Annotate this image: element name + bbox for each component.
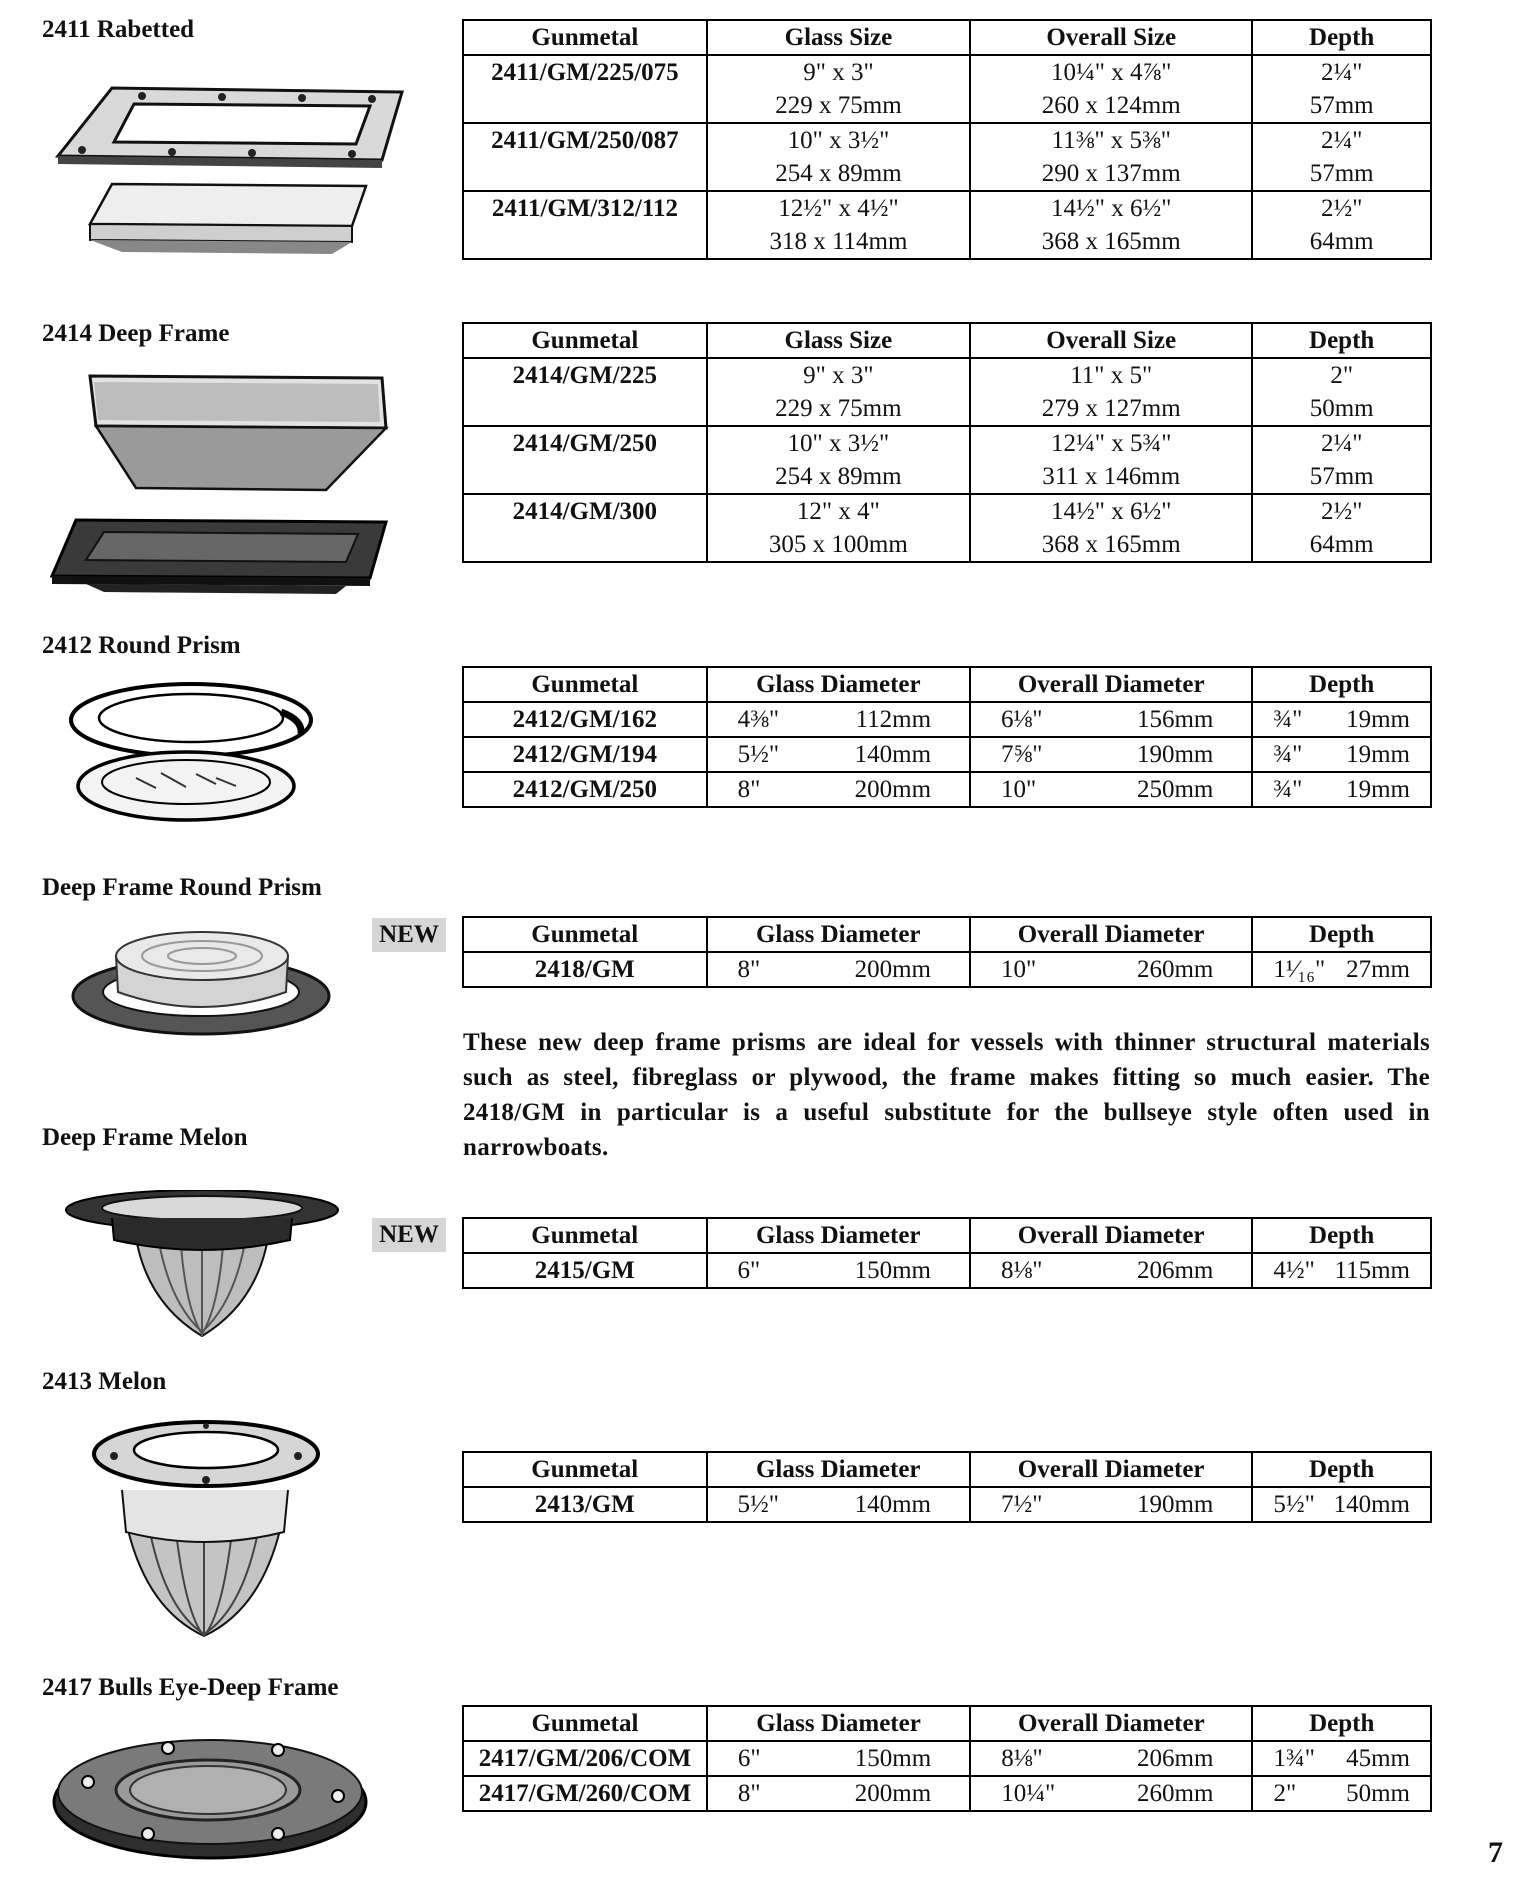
depth-inches: ¾" xyxy=(1273,741,1303,768)
table-row xyxy=(463,123,1431,157)
deep-frame-illustration xyxy=(46,372,396,594)
header-glass-diameter: Glass Diameter xyxy=(707,1452,970,1487)
overall-size-inches: 10¼" x 4⅞" xyxy=(970,55,1252,89)
table-row xyxy=(463,772,1431,807)
product-code: 2411/GM/312/112 xyxy=(463,191,707,225)
depth-inches: 5½" xyxy=(1273,1491,1315,1518)
table-row xyxy=(463,55,1431,89)
section-title-round-prism: 2412 Round Prism xyxy=(42,632,241,659)
depth-inches: 2½" xyxy=(1252,494,1431,528)
product-code: 2414/GM/250 xyxy=(463,426,707,460)
table-row xyxy=(463,89,1431,123)
glass-size-mm: 318 x 114mm xyxy=(707,225,970,259)
page-number: 7 xyxy=(1488,1836,1503,1869)
glass-size-mm: 254 x 89mm xyxy=(707,157,970,191)
depth-inches: ¾" xyxy=(1273,706,1303,733)
glass-size-mm: 229 x 75mm xyxy=(707,392,970,426)
header-depth: Depth xyxy=(1252,917,1431,952)
depth-mm: 45mm xyxy=(1346,1745,1410,1772)
header-overall-size: Overall Size xyxy=(970,20,1252,55)
header-depth: Depth xyxy=(1252,20,1431,55)
header-depth: Depth xyxy=(1252,323,1431,358)
rabetted-spec-table xyxy=(462,19,1432,260)
depth-inches: 1¹⁄₁₆" xyxy=(1273,956,1326,983)
header-gunmetal: Gunmetal xyxy=(463,1218,707,1253)
table-row xyxy=(463,528,1431,562)
overall-diameter-inches: 6⅛" xyxy=(1001,706,1043,733)
section-title-deep-frame: 2414 Deep Frame xyxy=(42,320,230,347)
product-code: 2413/GM xyxy=(463,1487,707,1522)
round-prism-illustration xyxy=(66,678,326,828)
depth-cell xyxy=(1252,952,1431,987)
overall-diameter-mm: 190mm xyxy=(1136,1491,1214,1518)
glass-diameter-inches: 5½" xyxy=(737,1491,779,1518)
glass-diameter-mm: 112mm xyxy=(855,706,932,733)
glass-diameter-mm: 140mm xyxy=(854,1491,931,1518)
bulls-eye-deep-frame-illustration xyxy=(48,1722,374,1868)
overall-diameter-cell xyxy=(970,1487,1252,1522)
glass-diameter-mm: 200mm xyxy=(854,956,931,983)
header-glass-diameter: Glass Diameter xyxy=(707,1706,970,1741)
depth-mm: 19mm xyxy=(1346,776,1410,803)
header-overall-diameter: Overall Diameter xyxy=(970,1218,1252,1253)
table-row xyxy=(463,426,1431,460)
section-title-deep-frame-melon: Deep Frame Melon xyxy=(42,1124,248,1151)
overall-size-inches: 14½" x 6½" xyxy=(970,494,1252,528)
section-title-deep-frame-round-prism: Deep Frame Round Prism xyxy=(42,874,322,901)
overall-diameter-cell xyxy=(970,1741,1252,1776)
section-title-rabetted: 2411 Rabetted xyxy=(42,16,195,43)
glass-size-inches: 12½" x 4½" xyxy=(707,191,970,225)
depth-cell xyxy=(1252,702,1431,737)
header-glass-size: Glass Size xyxy=(707,323,970,358)
header-gunmetal: Gunmetal xyxy=(463,667,707,702)
header-depth: Depth xyxy=(1252,1452,1431,1487)
product-code: 2412/GM/162 xyxy=(463,702,707,737)
depth-mm: 64mm xyxy=(1252,225,1431,259)
product-code: 2412/GM/250 xyxy=(463,772,707,807)
section-title-bulls-eye-deep-frame: 2417 Bulls Eye-Deep Frame xyxy=(42,1674,339,1701)
header-gunmetal: Gunmetal xyxy=(463,917,707,952)
glass-size-inches: 9" x 3" xyxy=(707,55,970,89)
overall-size-mm: 290 x 137mm xyxy=(970,157,1252,191)
table-row xyxy=(463,358,1431,392)
overall-diameter-mm: 260mm xyxy=(1136,956,1214,983)
depth-mm: 50mm xyxy=(1252,392,1431,426)
glass-diameter-cell xyxy=(707,702,970,737)
header-gunmetal: Gunmetal xyxy=(463,1452,707,1487)
glass-diameter-mm: 200mm xyxy=(854,1780,932,1807)
table-row xyxy=(463,737,1431,772)
overall-diameter-cell xyxy=(970,1253,1252,1288)
overall-diameter-inches: 10" xyxy=(1001,776,1037,803)
overall-size-inches: 12¼" x 5¾" xyxy=(970,426,1252,460)
glass-diameter-inches: 6" xyxy=(737,1745,761,1772)
deep-frame-spec-table xyxy=(462,322,1432,563)
overall-diameter-mm: 250mm xyxy=(1136,776,1214,803)
depth-inches: ¾" xyxy=(1273,776,1303,803)
glass-diameter-mm: 150mm xyxy=(854,1745,932,1772)
table-row xyxy=(463,1776,1431,1811)
table-row xyxy=(463,1253,1431,1288)
product-code: 2414/GM/300 xyxy=(463,494,707,528)
deep-frame-melon-spec-table xyxy=(462,1217,1432,1289)
glass-diameter-cell xyxy=(707,1487,970,1522)
overall-size-mm: 279 x 127mm xyxy=(970,392,1252,426)
depth-cell xyxy=(1252,1776,1431,1811)
header-gunmetal: Gunmetal xyxy=(463,20,707,55)
overall-diameter-inches: 7½" xyxy=(1000,1491,1043,1518)
overall-size-inches: 11⅜" x 5⅜" xyxy=(970,123,1252,157)
product-code: 2417/GM/206/COM xyxy=(463,1741,707,1776)
rabetted-frame-illustration xyxy=(52,82,412,254)
table-row xyxy=(463,1741,1431,1776)
overall-diameter-cell xyxy=(970,1776,1252,1811)
product-code: 2418/GM xyxy=(463,952,707,987)
product-code: 2411/GM/250/087 xyxy=(463,123,707,157)
header-depth: Depth xyxy=(1252,1218,1431,1253)
overall-size-mm: 311 x 146mm xyxy=(970,460,1252,494)
header-gunmetal: Gunmetal xyxy=(463,1706,707,1741)
overall-size-mm: 368 x 165mm xyxy=(970,225,1252,259)
header-gunmetal: Gunmetal xyxy=(463,323,707,358)
header-overall-diameter: Overall Diameter xyxy=(970,1706,1252,1741)
overall-diameter-inches: 10¼" xyxy=(1001,1780,1056,1807)
depth-mm: 57mm xyxy=(1252,460,1431,494)
deep-frame-melon-illustration xyxy=(62,1190,342,1340)
table-row xyxy=(463,225,1431,259)
depth-cell xyxy=(1252,1487,1431,1522)
depth-inches: 2¼" xyxy=(1252,123,1431,157)
depth-mm: 115mm xyxy=(1334,1257,1410,1284)
header-glass-diameter: Glass Diameter xyxy=(707,667,970,702)
overall-diameter-mm: 190mm xyxy=(1136,741,1214,768)
overall-diameter-mm: 156mm xyxy=(1136,706,1214,733)
overall-diameter-mm: 206mm xyxy=(1136,1257,1214,1284)
depth-inches: 2" xyxy=(1252,358,1431,392)
table-row xyxy=(463,702,1431,737)
glass-diameter-cell xyxy=(707,1776,970,1811)
table-row xyxy=(463,952,1431,987)
depth-cell xyxy=(1252,772,1431,807)
depth-inches: 2¼" xyxy=(1252,55,1431,89)
table-row xyxy=(463,392,1431,426)
glass-size-mm: 229 x 75mm xyxy=(707,89,970,123)
glass-size-inches: 9" x 3" xyxy=(707,358,970,392)
glass-diameter-mm: 140mm xyxy=(854,741,932,768)
bulls-eye-spec-table xyxy=(462,1705,1432,1812)
depth-cell xyxy=(1252,1253,1431,1288)
overall-diameter-mm: 260mm xyxy=(1137,1780,1214,1807)
glass-size-mm: 305 x 100mm xyxy=(707,528,970,562)
table-row xyxy=(463,157,1431,191)
depth-mm: 19mm xyxy=(1346,741,1410,768)
overall-size-mm: 260 x 124mm xyxy=(970,89,1252,123)
new-badge: NEW xyxy=(372,1218,446,1252)
depth-cell xyxy=(1252,1741,1431,1776)
round-prism-spec-table xyxy=(462,666,1432,808)
header-overall-size: Overall Size xyxy=(970,323,1252,358)
overall-size-inches: 14½" x 6½" xyxy=(970,191,1252,225)
overall-diameter-cell xyxy=(970,702,1252,737)
overall-diameter-inches: 7⅝" xyxy=(1001,741,1043,768)
table-row xyxy=(463,460,1431,494)
overall-diameter-inches: 8⅛" xyxy=(1001,1745,1043,1772)
table-row xyxy=(463,1487,1431,1522)
glass-size-inches: 10" x 3½" xyxy=(707,426,970,460)
deep-frame-description: These new deep frame prisms are ideal for vessels with thinner structural materials such as steel, fibreglass or plywood, the frame makes fitting so much easier. The 2418/GM in particular is a useful substitute for the bullseye style often used in narrowboats. xyxy=(463,1029,1430,1161)
glass-diameter-cell xyxy=(707,1253,970,1288)
new-badge: NEW xyxy=(372,918,446,952)
table-row xyxy=(463,494,1431,528)
melon-illustration xyxy=(88,1420,328,1638)
overall-size-mm: 368 x 165mm xyxy=(970,528,1252,562)
header-glass-size: Glass Size xyxy=(707,20,970,55)
product-code: 2414/GM/225 xyxy=(463,358,707,392)
overall-diameter-cell xyxy=(970,952,1252,987)
glass-size-mm: 254 x 89mm xyxy=(707,460,970,494)
glass-size-inches: 12" x 4" xyxy=(707,494,970,528)
depth-inches: 2½" xyxy=(1252,191,1431,225)
overall-diameter-cell xyxy=(970,737,1252,772)
glass-diameter-cell xyxy=(707,952,970,987)
melon-spec-table xyxy=(462,1451,1432,1523)
overall-diameter-inches: 8⅛" xyxy=(1000,1257,1043,1284)
depth-inches: 4½" xyxy=(1273,1257,1315,1284)
glass-diameter-inches: 4⅜" xyxy=(737,706,780,733)
product-code: 2415/GM xyxy=(463,1253,707,1288)
depth-inches: 1¾" xyxy=(1273,1745,1315,1772)
glass-diameter-mm: 200mm xyxy=(854,776,932,803)
header-depth: Depth xyxy=(1252,667,1431,702)
glass-diameter-inches: 8" xyxy=(737,776,761,803)
depth-cell xyxy=(1252,737,1431,772)
glass-diameter-cell xyxy=(707,737,970,772)
glass-diameter-mm: 150mm xyxy=(854,1257,931,1284)
depth-inches: 2" xyxy=(1273,1780,1297,1807)
glass-diameter-inches: 5½" xyxy=(737,741,780,768)
product-code: 2417/GM/260/COM xyxy=(463,1776,707,1811)
depth-mm: 19mm xyxy=(1346,706,1410,733)
header-overall-diameter: Overall Diameter xyxy=(970,667,1252,702)
glass-diameter-inches: 6" xyxy=(737,1257,761,1284)
glass-diameter-inches: 8" xyxy=(737,956,761,983)
product-code: 2412/GM/194 xyxy=(463,737,707,772)
overall-diameter-cell xyxy=(970,772,1252,807)
depth-mm: 140mm xyxy=(1333,1491,1410,1518)
deep-frame-round-prism-spec-table xyxy=(462,916,1432,988)
glass-diameter-cell xyxy=(707,1741,970,1776)
header-depth: Depth xyxy=(1252,1706,1431,1741)
glass-size-inches: 10" x 3½" xyxy=(707,123,970,157)
deep-frame-round-prism-illustration xyxy=(66,922,336,1042)
header-glass-diameter: Glass Diameter xyxy=(707,1218,970,1253)
header-overall-diameter: Overall Diameter xyxy=(970,917,1252,952)
depth-inches: 2¼" xyxy=(1252,426,1431,460)
product-code: 2411/GM/225/075 xyxy=(463,55,707,89)
overall-size-inches: 11" x 5" xyxy=(970,358,1252,392)
overall-diameter-mm: 206mm xyxy=(1137,1745,1214,1772)
depth-mm: 50mm xyxy=(1346,1780,1410,1807)
overall-diameter-inches: 10" xyxy=(1000,956,1037,983)
table-row xyxy=(463,191,1431,225)
depth-mm: 64mm xyxy=(1252,528,1431,562)
depth-mm: 27mm xyxy=(1346,956,1410,983)
glass-diameter-inches: 8" xyxy=(737,1780,761,1807)
depth-mm: 57mm xyxy=(1252,157,1431,191)
section-title-melon: 2413 Melon xyxy=(42,1368,167,1395)
header-glass-diameter: Glass Diameter xyxy=(707,917,970,952)
header-overall-diameter: Overall Diameter xyxy=(970,1452,1252,1487)
glass-diameter-cell xyxy=(707,772,970,807)
depth-mm: 57mm xyxy=(1252,89,1431,123)
